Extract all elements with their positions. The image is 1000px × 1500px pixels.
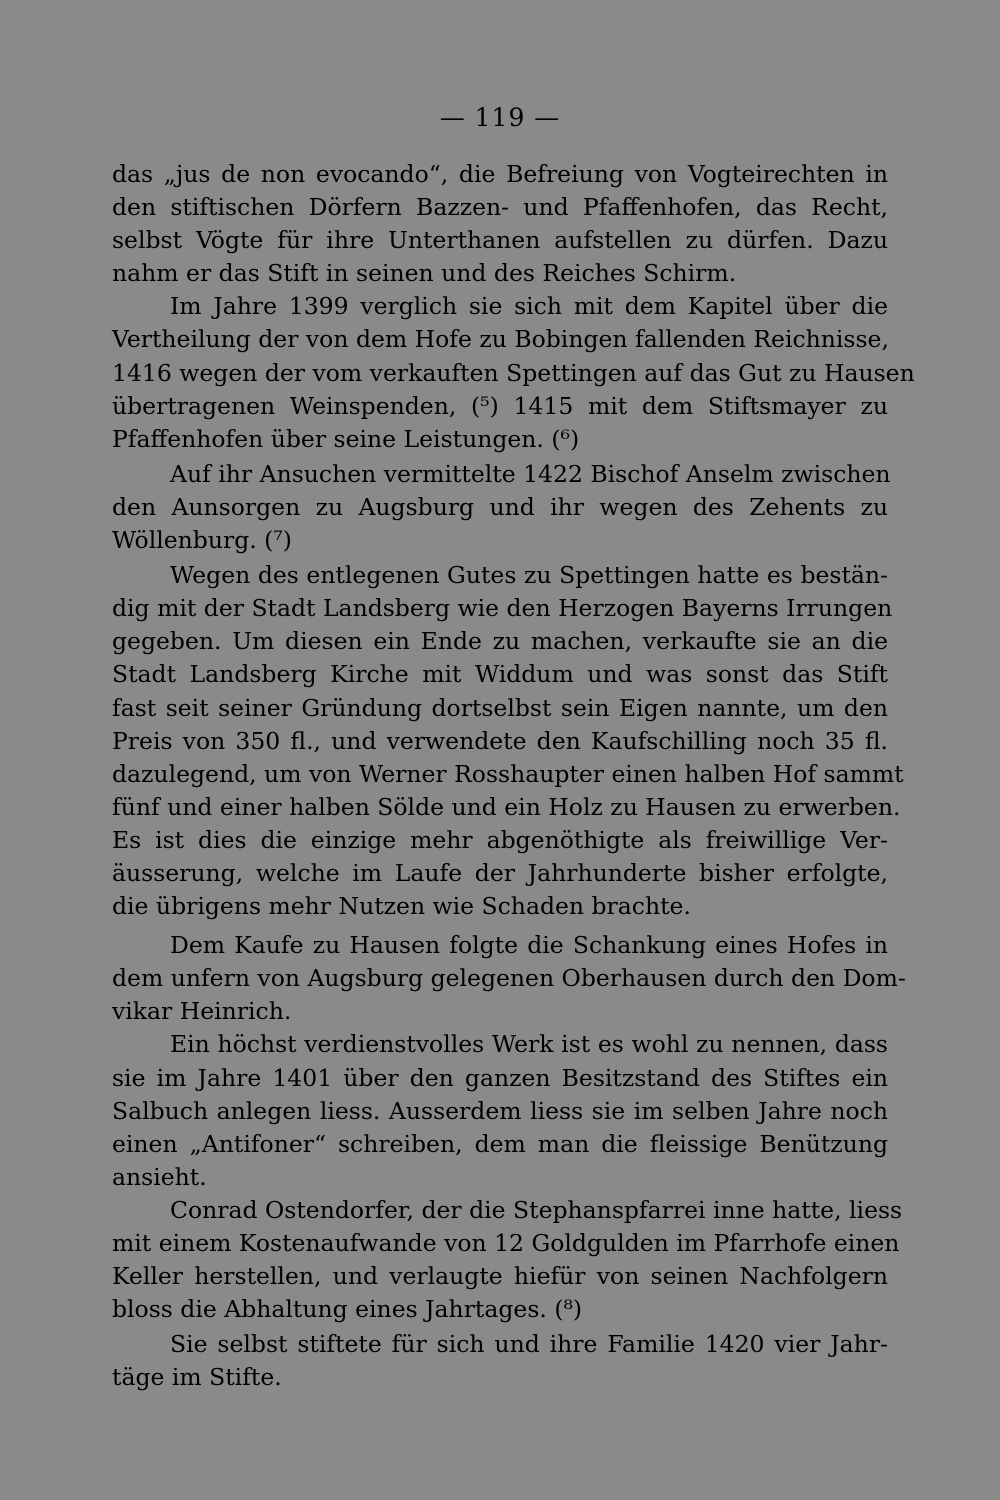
paragraph-5 bbox=[112, 929, 906, 1028]
body-text bbox=[112, 158, 915, 1394]
text-line: mit einem Kostenaufwande von 12 Goldgulden im Pfarrhofe einen bbox=[112, 1229, 900, 1257]
text-line: den Aunsorgen zu Augsburg und ihr wegen des Zehents zu bbox=[112, 492, 888, 521]
text-line: dem unfern von Augsburg gelegenen Oberhausen durch den Dom- bbox=[112, 964, 906, 993]
paragraph-4 bbox=[112, 559, 904, 923]
text-line: nahm er das Stift in seinen und des Reiches Schirm. bbox=[112, 259, 737, 288]
paragraph-8 bbox=[112, 1328, 888, 1394]
text-line: äusserung, welche im Laufe der Jahrhunderte bisher erfolgte, bbox=[112, 858, 888, 887]
paragraph-2 bbox=[112, 290, 915, 455]
text-line: ansieht. bbox=[112, 1162, 207, 1191]
text-line: einen „Antifoner“ schreiben, dem man die fleissige Benützung bbox=[112, 1129, 888, 1158]
text-line: Stadt Landsberg Kirche mit Widdum und was sonst das Stift bbox=[112, 660, 888, 689]
text-line: bloss die Abhaltung eines Jahrtages. (⁸) bbox=[112, 1295, 583, 1324]
page-number: — 119 — bbox=[439, 103, 561, 132]
paragraph-3 bbox=[112, 458, 891, 557]
text-line: Salbuch anlegen liess. Ausserdem liess sie im selben Jahre noch bbox=[112, 1096, 888, 1125]
text-line: Im Jahre 1399 verglich sie sich mit dem Kapitel über die bbox=[170, 292, 888, 321]
text-line: Es ist dies die einzige mehr abgenöthigte als freiwillige Ver- bbox=[112, 825, 888, 854]
text-line: Wegen des entlegenen Gutes zu Spettingen hatte es bestän- bbox=[170, 561, 888, 590]
text-line: den stiftischen Dörfern Bazzen- und Pfaffenhofen, das Recht, bbox=[112, 193, 888, 222]
paragraph-1 bbox=[112, 158, 888, 290]
text-line: die übrigens mehr Nutzen wie Schaden brachte. bbox=[112, 892, 691, 921]
text-line: Auf ihr Ansuchen vermittelte 1422 Bischof Anselm zwischen bbox=[170, 459, 891, 488]
text-line: selbst Vögte für ihre Unterthanen aufstellen zu dürfen. Dazu bbox=[112, 226, 888, 255]
text-line: Wöllenburg. (⁷) bbox=[112, 526, 292, 555]
text-line: vikar Heinrich. bbox=[112, 997, 292, 1026]
text-line: Dem Kaufe zu Hausen folgte die Schankung eines Hofes in bbox=[170, 931, 888, 960]
paragraph-7 bbox=[112, 1194, 903, 1326]
text-line: Keller herstellen, und verlaugte hiefür von seinen Nachfolgern bbox=[112, 1262, 888, 1291]
text-line: das „jus de non evocando“, die Befreiung von Vogteirechten in bbox=[112, 160, 888, 188]
text-line: fast seit seiner Gründung dortselbst sein Eigen nannte, um den bbox=[112, 693, 888, 722]
text-line: Vertheilung der von dem Hofe zu Bobingen fallenden Reichnisse, bbox=[112, 325, 889, 354]
text-line: sie im Jahre 1401 über den ganzen Besitzstand des Stiftes ein bbox=[112, 1063, 888, 1092]
text-line: Conrad Ostendorfer, der die Stephanspfarrei inne hatte, liess bbox=[170, 1195, 903, 1224]
paragraph-6 bbox=[112, 1028, 888, 1193]
text-line: 1416 wegen der vom verkauften Spettingen auf das Gut zu Hausen bbox=[112, 358, 915, 387]
text-line: Sie selbst stiftete für sich und ihre Familie 1420 vier Jahr- bbox=[170, 1330, 888, 1359]
text-line: Ein höchst verdienstvolles Werk ist es wohl zu nennen, dass bbox=[170, 1030, 888, 1059]
text-line: übertragenen Weinspenden, (⁵) 1415 mit dem Stiftsmayer zu bbox=[112, 391, 888, 420]
text-line: gegeben. Um diesen ein Ende zu machen, verkaufte sie an die bbox=[112, 627, 888, 656]
text-line: Preis von 350 fl., und verwendete den Kaufschilling noch 35 fl. bbox=[112, 726, 888, 755]
text-line: dig mit der Stadt Landsberg wie den Herzogen Bayerns Irrungen bbox=[112, 594, 893, 623]
text-line: fünf und einer halben Sölde und ein Holz zu Hausen zu erwerben. bbox=[112, 792, 901, 821]
text-line: dazulegend, um von Werner Rosshaupter einen halben Hof sammt bbox=[112, 759, 904, 788]
text-line: täge im Stifte. bbox=[112, 1363, 282, 1392]
text-line: Pfaffenhofen über seine Leistungen. (⁶) bbox=[112, 424, 580, 453]
